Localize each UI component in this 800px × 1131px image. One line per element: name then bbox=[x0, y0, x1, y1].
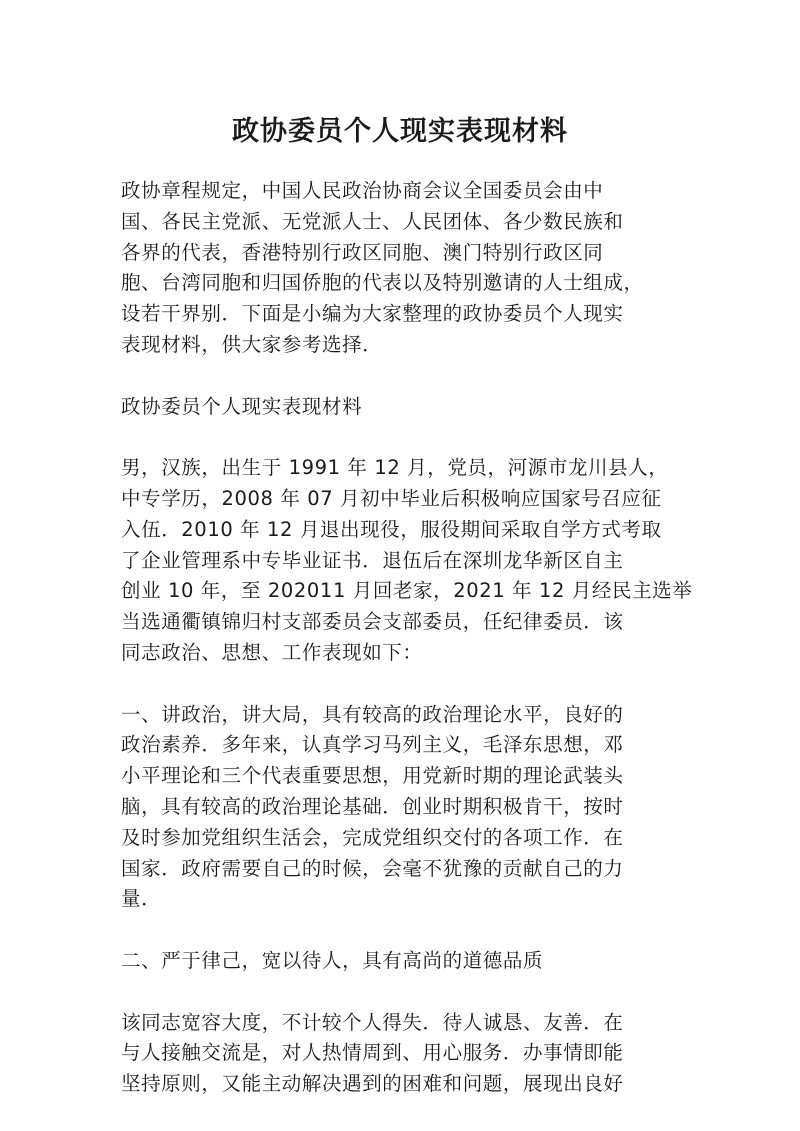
text-line: 各界的代表，香港特别行政区同胞、澳门特别行政区同 bbox=[121, 240, 604, 264]
text-line: 该同志宽容大度，不计较个人得失．待人诚恳、友善．在 bbox=[121, 1010, 624, 1034]
text-line: 小平理论和三个代表重要思想，用党新时期的理论武装头 bbox=[121, 764, 624, 788]
text-line: 创业 10 年，至 202011 月回老家，2021 年 12 月经民主选举 bbox=[121, 579, 693, 603]
text-line: 同志政治、思想、工作表现如下： bbox=[121, 640, 423, 664]
text-line: 坚持原则，又能主动解决遇到的困难和问题，展现出良好 bbox=[121, 1072, 624, 1096]
text-line: 与人接触交流是，对人热情周到、用心服务．办事情即能 bbox=[121, 1041, 624, 1065]
text-line: 设若干界别．下面是小编为大家整理的政协委员个人现实 bbox=[121, 302, 624, 326]
text-line: 了企业管理系中专毕业证书．退伍后在深圳龙华新区自主 bbox=[121, 548, 624, 572]
text-line: 中专学历，2008 年 07 月初中毕业后积极响应国家号召应征 bbox=[121, 486, 662, 510]
text-line: 国、各民主党派、无党派人士、人民团体、各少数民族和 bbox=[121, 209, 624, 233]
paragraph-ethics bbox=[121, 1008, 681, 1100]
text-line: 一、讲政治，讲大局，具有较高的政治理论水平，良好的 bbox=[121, 702, 624, 726]
text-line: 男，汉族，出生于 1991 年 12 月，党员，河源市龙川县人， bbox=[121, 456, 669, 480]
text-line: 入伍．2010 年 12 月退出现役，服役期间采取自学方式考取 bbox=[121, 517, 662, 541]
text-line: 政治素养．多年来，认真学习马列主义，毛泽东思想，邓 bbox=[121, 733, 624, 757]
section-heading bbox=[121, 392, 681, 423]
text-line: 政协章程规定，中国人民政治协商会议全国委员会由中 bbox=[121, 179, 604, 202]
text-line: 政协委员个人现实表现材料 bbox=[121, 394, 363, 418]
paragraph-profile bbox=[121, 453, 693, 669]
text-line: 表现材料，供大家参考选择． bbox=[121, 332, 383, 356]
paragraph-intro bbox=[121, 176, 681, 361]
paragraph-politics bbox=[121, 700, 681, 916]
text-line: 二、严于律己，宽以待人，具有高尚的道德品质 bbox=[121, 948, 544, 972]
document-title: 政协委员个人现实表现材料 bbox=[232, 116, 568, 147]
text-line: 当选通衢镇锦归村支部委员会支部委员，任纪律委员．该 bbox=[121, 610, 624, 634]
section-heading-ethics bbox=[121, 946, 681, 977]
text-line: 量． bbox=[121, 887, 162, 911]
text-line: 脑，具有较高的政治理论基础．创业时期积极肯干，按时 bbox=[121, 794, 624, 818]
document-body bbox=[121, 176, 693, 1131]
text-line: 及时参加党组织生活会，完成党组织交付的各项工作．在 bbox=[121, 825, 624, 849]
text-line: 胞、台湾同胞和归国侨胞的代表以及特别邀请的人士组成， bbox=[121, 271, 644, 295]
text-line: 国家．政府需要自己的时候，会毫不犹豫的贡献自己的力 bbox=[121, 856, 624, 880]
